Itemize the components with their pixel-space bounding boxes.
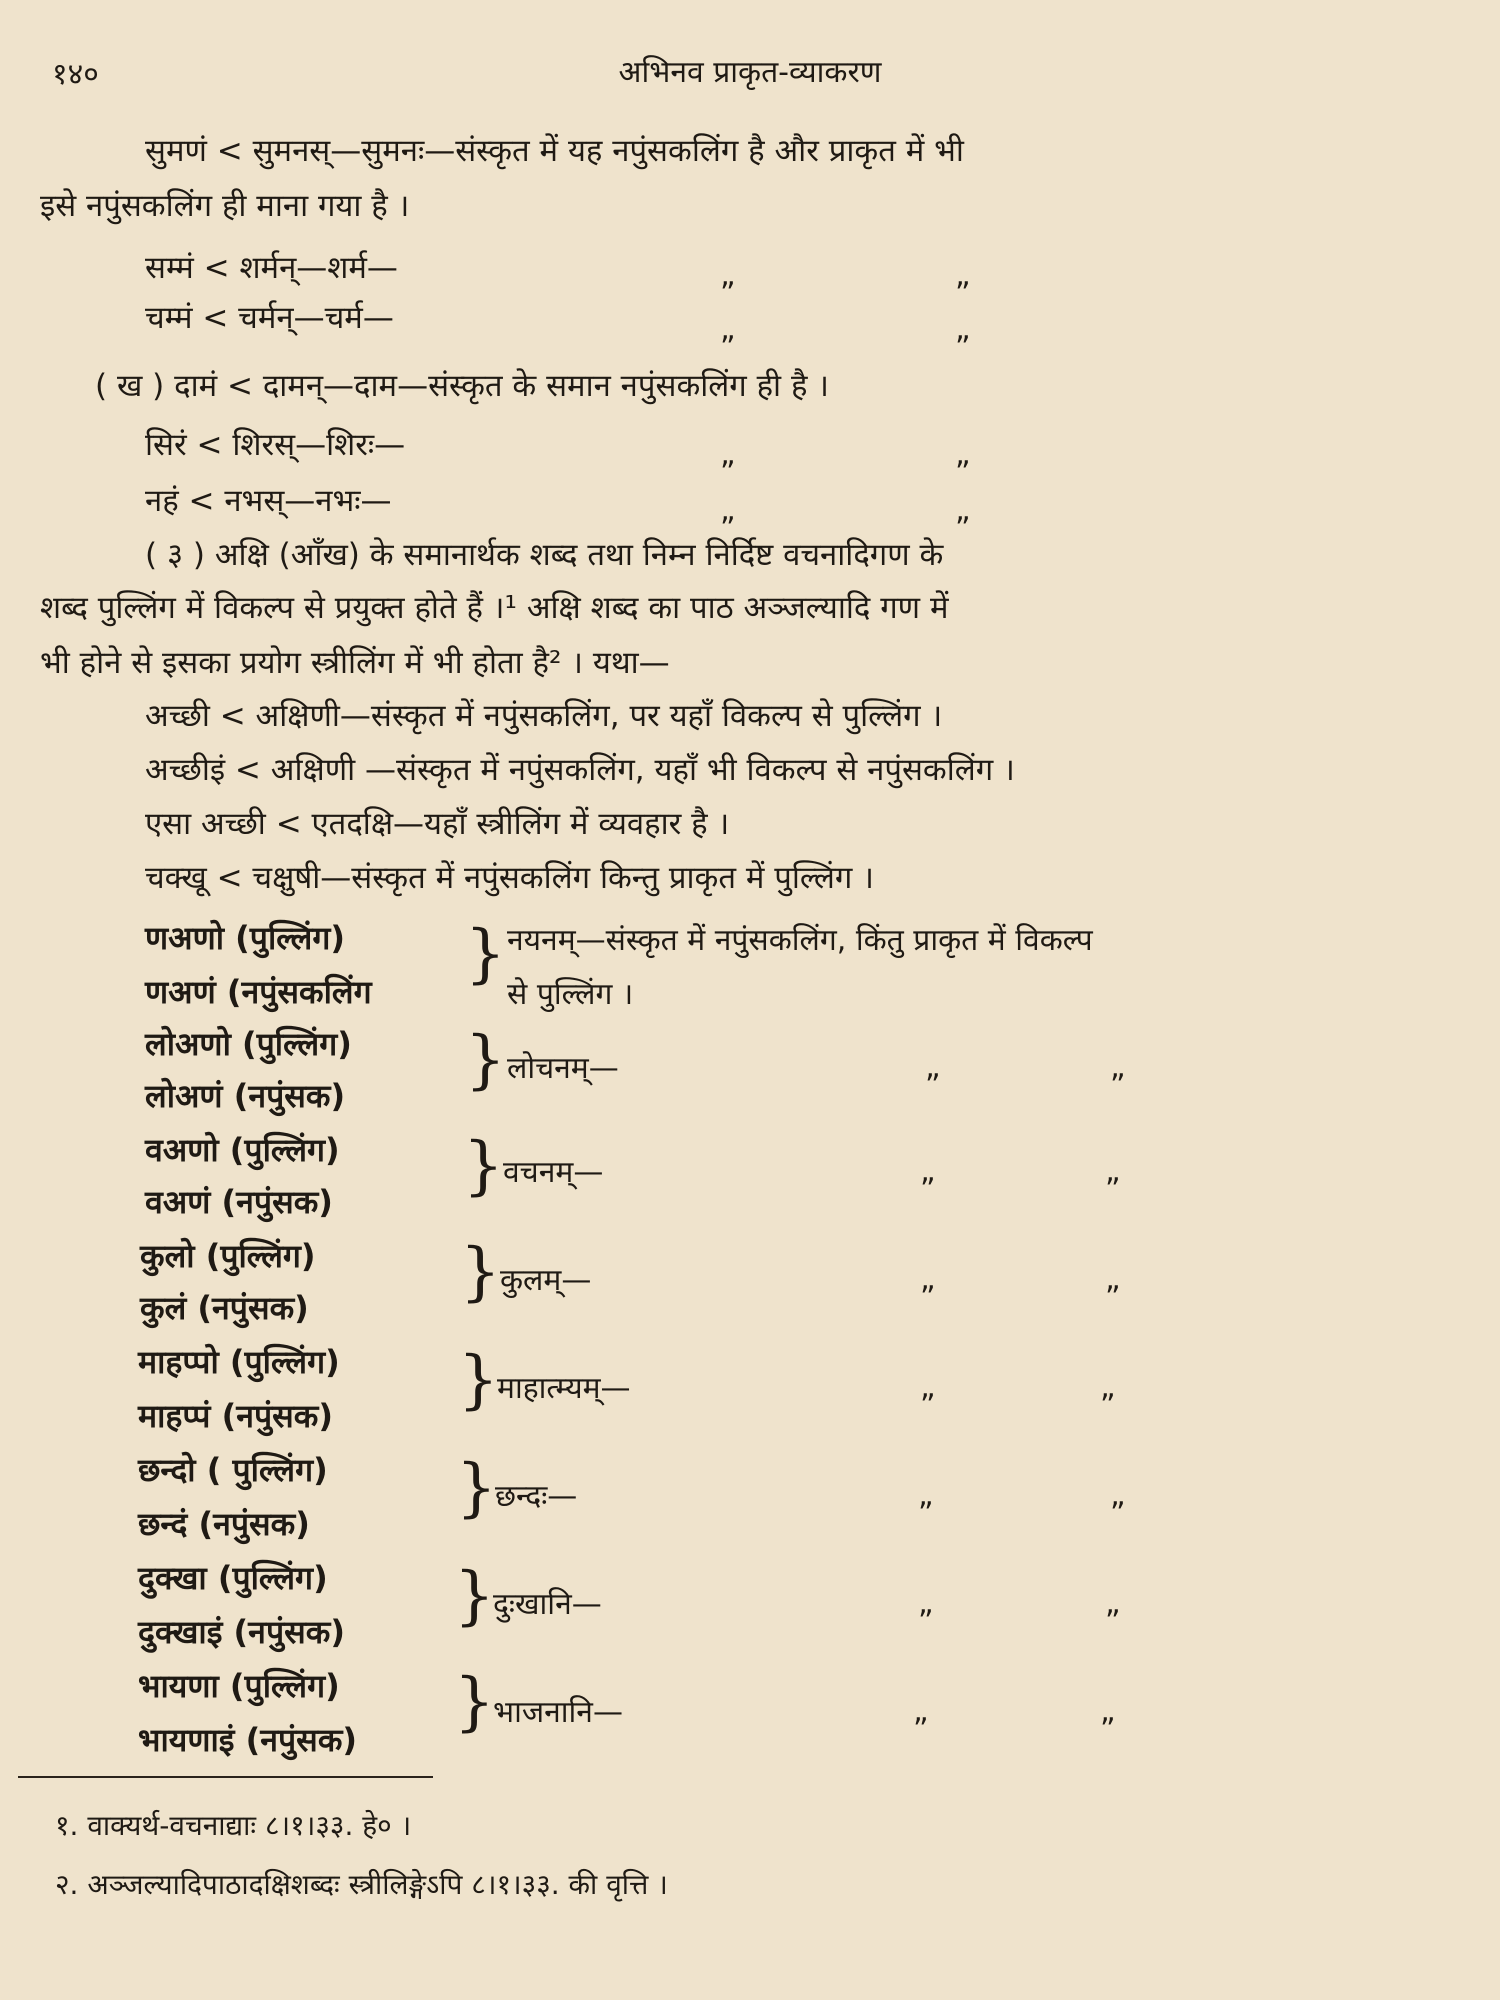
footnote-2: २. अञ्जल्यादिपाठादक्षिशब्दः स्त्रीलिङ्गेऽपि ८।१।३३. की वृत्ति ।: [55, 1868, 668, 1901]
example-siram: सिरं < शिरस्—शिरः—: [145, 427, 406, 463]
brace: }: [456, 1451, 497, 1525]
brace: }: [465, 1023, 506, 1097]
example-sammam: सम्मं < शर्मन्—शर्म—: [145, 250, 398, 286]
example-chakkhu: चक्खू < चक्षुषी—संस्कृत में नपुंसकलिंग किन्तु प्राकृत में पुल्लिंग ।: [145, 860, 874, 896]
ditto-mark: „: [955, 493, 971, 528]
ditto-mark: „: [720, 312, 736, 347]
kha-line-1: ( ख ) दामं < दामन्—दाम—संस्कृत के समान नपुंसकलिंग ही है ।: [95, 368, 830, 404]
masculine-form: कुलो (पुल्लिंग): [140, 1237, 316, 1275]
ditto-mark: „: [1105, 1154, 1121, 1189]
example-acchi: अच्छी < अक्षिणी—संस्कृत में नपुंसकलिंग, पर यहाँ विकल्प से पुल्लिंग ।: [145, 698, 943, 734]
running-title: अभिनव प्राकृत-व्याकरण: [618, 55, 882, 90]
sec3-line-2: शब्द पुल्लिंग में विकल्प से प्रयुक्त होते हैं ।¹ अक्षि शब्द का पाठ अञ्जल्यादि गण में: [40, 590, 949, 626]
neuter-form: दुक्खाइं (नपुंसक): [138, 1613, 345, 1651]
sanskrit-equivalent: छन्दः—: [495, 1479, 578, 1514]
ditto-mark: „: [918, 1478, 934, 1513]
neuter-form: भायणाइं (नपुंसक): [138, 1721, 358, 1759]
ditto-mark: „: [955, 258, 971, 293]
ditto-mark: „: [1105, 1586, 1121, 1621]
ditto-mark: „: [918, 1586, 934, 1621]
ditto-mark: „: [1100, 1694, 1116, 1729]
footnote-1: १. वाक्यर्थ-वचनाद्याः ८।१।३३. हे० ।: [55, 1809, 412, 1842]
ditto-mark: „: [955, 312, 971, 347]
brace: }: [463, 1129, 504, 1203]
ditto-mark: „: [1110, 1478, 1126, 1513]
ditto-mark: „: [1110, 1050, 1126, 1085]
masculine-form: णअणो (पुल्लिंग): [145, 919, 346, 957]
neuter-form: कुलं (नपुंसक): [140, 1289, 309, 1327]
example-naham: नहं < नभस्—नभः—: [145, 483, 392, 519]
ditto-mark: „: [1105, 1262, 1121, 1297]
neuter-form: माहप्पं (नपुंसक): [138, 1397, 333, 1435]
masculine-form: वअणो (पुल्लिंग): [145, 1131, 340, 1169]
ditto-mark: „: [720, 258, 736, 293]
ditto-mark: „: [920, 1154, 936, 1189]
neuter-form: वअणं (नपुंसक): [145, 1183, 333, 1221]
sanskrit-equivalent-cont: से पुल्लिंग ।: [507, 977, 634, 1012]
brace: }: [465, 917, 506, 991]
brace: }: [458, 1343, 499, 1417]
sanskrit-equivalent: माहात्म्यम्—: [497, 1371, 631, 1406]
example-chammam: चम्मं < चर्मन्—चर्म—: [145, 300, 394, 336]
footnote-rule: [18, 1776, 433, 1778]
ditto-mark: „: [955, 437, 971, 472]
neuter-form: छन्दं (नपुंसक): [138, 1505, 310, 1543]
sanskrit-equivalent: वचनम्—: [503, 1155, 604, 1190]
brace: }: [460, 1235, 501, 1309]
masculine-form: दुक्खा (पुल्लिंग): [138, 1559, 328, 1597]
ditto-mark: „: [1100, 1370, 1116, 1405]
ditto-mark: „: [913, 1694, 929, 1729]
masculine-form: लोअणो (पुल्लिंग): [145, 1025, 352, 1063]
masculine-form: छन्दो ( पुल्लिंग): [138, 1451, 328, 1489]
neuter-form: णअणं (नपुंसकलिंग: [145, 973, 372, 1011]
ditto-mark: „: [920, 1370, 936, 1405]
sec3-line-3: भी होने से इसका प्रयोग स्त्रीलिंग में भी होता है² । यथा—: [40, 645, 670, 681]
page-number: १४०: [52, 57, 99, 92]
sanskrit-equivalent: भाजनानि—: [493, 1695, 623, 1730]
masculine-form: माहप्पो (पुल्लिंग): [138, 1343, 340, 1381]
ditto-mark: „: [925, 1050, 941, 1085]
ditto-mark: „: [920, 1262, 936, 1297]
ditto-mark: „: [720, 437, 736, 472]
example-acchiim: अच्छीइं < अक्षिणी —संस्कृत में नपुंसकलिंग, यहाँ भी विकल्प से नपुंसकलिंग ।: [145, 752, 1015, 788]
sanskrit-equivalent: नयनम्—संस्कृत में नपुंसकलिंग, किंतु प्राकृत में विकल्प: [507, 923, 1093, 958]
masculine-form: भायणा (पुल्लिंग): [138, 1667, 340, 1705]
sec3-line-1: ( ३ ) अक्षि (आँख) के समानार्थक शब्द तथा निम्न निर्दिष्ट वचनादिगण के: [145, 537, 944, 573]
intro-line-1: सुमणं < सुमनस्—सुमनः—संस्कृत में यह नपुंसकलिंग है और प्राकृत में भी: [145, 133, 964, 169]
neuter-form: लोअणं (नपुंसक): [145, 1077, 346, 1115]
sanskrit-equivalent: लोचनम्—: [507, 1051, 619, 1086]
example-esa-acchi: एसा अच्छी < एतदक्षि—यहाँ स्त्रीलिंग में व्यवहार है ।: [145, 806, 730, 842]
sanskrit-equivalent: दुःखानि—: [493, 1587, 602, 1622]
brace: }: [454, 1559, 495, 1633]
brace: }: [454, 1665, 495, 1739]
ditto-mark: „: [720, 493, 736, 528]
sanskrit-equivalent: कुलम्—: [500, 1263, 592, 1298]
intro-line-2: इसे नपुंसकलिंग ही माना गया है ।: [40, 188, 410, 224]
